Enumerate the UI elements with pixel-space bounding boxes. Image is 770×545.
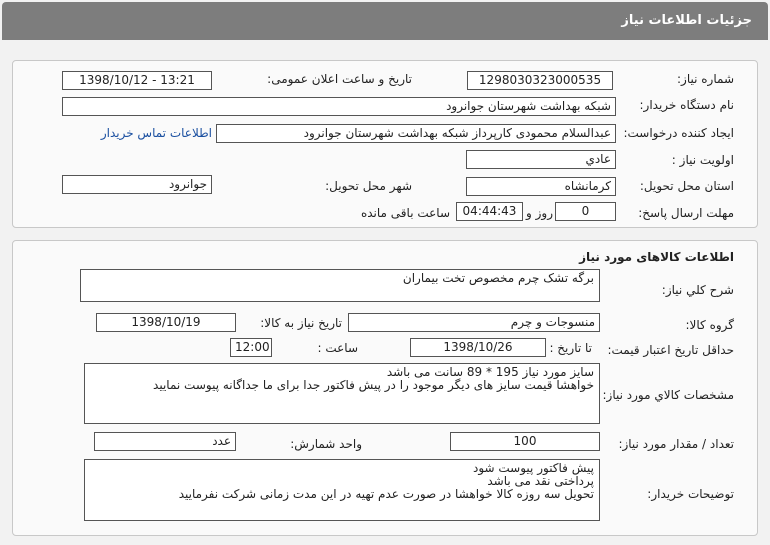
time-remaining-label: ساعت باقی مانده — [360, 206, 450, 220]
until-date-label: تا تاریخ : — [549, 341, 592, 355]
need-date-field: 1398/10/19 — [96, 313, 236, 332]
announce-datetime-label: تاریخ و ساعت اعلان عمومی: — [267, 72, 412, 86]
min-price-validity-label: حداقل تاریخ اعتبار قیمت: — [607, 343, 734, 357]
until-date-field: 1398/10/26 — [410, 338, 546, 357]
priority-field: عادي — [466, 150, 616, 169]
validity-hour-field: 12:00 — [230, 338, 272, 357]
goods-group-field: منسوجات و چرم — [348, 313, 600, 332]
general-description-field — [80, 269, 600, 302]
buyer-notes-line: پرداختی نقد می باشد — [487, 474, 594, 488]
goods-specs-line: سایز مورد نیاز 195 * 89 سانت می باشد — [386, 365, 594, 379]
days-word: روز و — [526, 206, 553, 220]
buyer-notes-label: توضیحات خریدار: — [647, 487, 734, 501]
buyer-notes-line: پیش فاکتور پیوست شود — [472, 461, 594, 475]
delivery-province-field: کرمانشاه — [466, 177, 616, 196]
quantity-field: 100 — [450, 432, 600, 451]
quantity-label: تعداد / مقدار مورد نیاز: — [618, 437, 734, 451]
buyer-name-label: نام دستگاه خریدار: — [639, 98, 734, 112]
delivery-city-label: شهر محل تحویل: — [325, 179, 412, 193]
remaining-time-field: 04:44:43 — [456, 202, 523, 221]
buyer-notes-line: تحویل سه روزه کالا خواهشا در صورت عدم تهیه در این مدت زمانی شرکت نفرمایید — [178, 487, 594, 501]
page-title: جزئیات اطلاعات نیاز — [621, 13, 752, 28]
announce-datetime-field: 1398/10/12 - 13:21 — [62, 71, 212, 90]
general-description-label: شرح کلي نیاز: — [661, 283, 734, 297]
priority-label: اولویت نیاز : — [671, 153, 734, 167]
goods-group-label: گروه کالا: — [685, 318, 734, 332]
goods-specs-field — [84, 363, 600, 424]
request-creator-label: ایجاد کننده درخواست: — [623, 126, 734, 140]
validity-hour-label: ساعت : — [317, 341, 358, 355]
request-creator-field: عبدالسلام محمودی کارپرداز شبکه بهداشت شهرستان جوانرود — [216, 124, 616, 143]
goods-section-title: اطلاعات کالاهای مورد نیاز — [579, 250, 734, 264]
goods-specs-line: خواهشا قیمت سایز های دیگر موجود را در پیش فاکتور جدا برای ما جداگانه پیوست نمایید — [153, 378, 594, 392]
delivery-city-field: جوانرود — [62, 175, 212, 194]
buyer-notes-field — [84, 459, 600, 521]
need-number-field: 1298030323000535 — [467, 71, 613, 90]
page-header — [2, 2, 768, 40]
response-deadline-label: مهلت ارسال پاسخ: — [638, 206, 734, 220]
unit-field: عدد — [94, 432, 236, 451]
remaining-days-field: 0 — [555, 202, 616, 221]
buyer-name-field: شبکه بهداشت شهرستان جوانرود — [62, 97, 616, 116]
unit-label: واحد شمارش: — [290, 437, 362, 451]
goods-specs-label: مشخصات کالاي مورد نیاز: — [602, 388, 734, 402]
delivery-province-label: استان محل تحویل: — [639, 179, 734, 193]
buyer-contact-link[interactable]: اطلاعات تماس خریدار — [100, 126, 212, 140]
need-number-label: شماره نیاز: — [677, 72, 734, 86]
need-date-label: تاریخ نیاز به کالا: — [260, 316, 342, 330]
general-description-text: برگه تشک چرم مخصوص تخت بیماران — [402, 271, 594, 285]
